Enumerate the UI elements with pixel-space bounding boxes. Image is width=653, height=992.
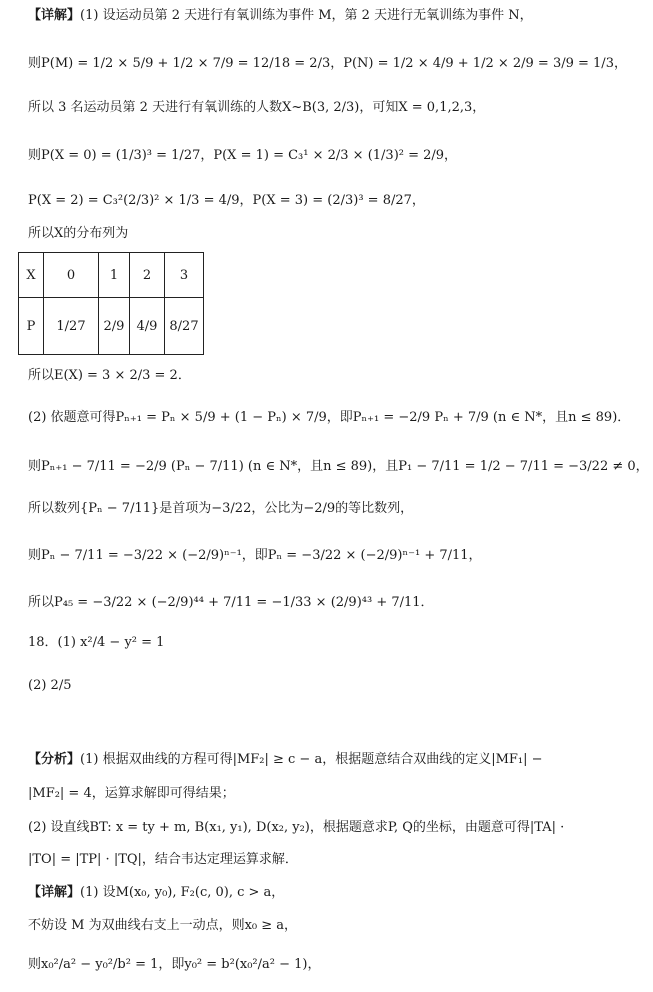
table-cell: 3 [165, 253, 204, 298]
text-line-18: |TO| = |TP| · |TQ|，结合韦达定理运算求解． [28, 852, 298, 867]
section-tag-analysis: 【分析】 [28, 752, 81, 767]
text-line-10: 所以数列{Pₙ − 7/11}是首项为−3/22，公比为−2/9的等比数列， [28, 501, 414, 516]
text-line-6: 所以X的分布列为 [28, 226, 129, 241]
distribution-table [18, 252, 204, 355]
text-line-21: 则x₀²/a² − y₀²/b² = 1，即y₀² = b²(x₀²/a² − 1)， [28, 957, 321, 972]
text-line-16: |MF₂| = 4，运算求解即可得结果； [28, 786, 235, 801]
text-line-2: 则P(M) = 1/2 × 5/9 + 1/2 × 7/9 = 12/18 = 2/3，P(N) = 1/2 × 4/9 + 1/2 × 2/9 = 3/9 = 1/3， [28, 56, 627, 71]
text-line-1: 【详解】(1) 设运动员第 2 天进行有氧训练为事件 M，第 2 天进行无氧训练为事件 N， [28, 8, 533, 23]
table-row [19, 298, 204, 355]
text-line-4: 则P(X = 0) = (1/3)³ = 1/27，P(X = 1) = C₃¹ × 2/3 × (1/3)² = 2/9， [28, 148, 458, 163]
text-line-5: P(X = 2) = C₃²(2/3)² × 1/3 = 4/9，P(X = 3) = (2/3)³ = 8/27， [28, 193, 425, 208]
table-cell: 0 [44, 253, 99, 298]
table-cell: 1 [99, 253, 130, 298]
text-line-8: (2) 依题意可得Pₙ₊₁ = Pₙ × 5/9 + (1 − Pₙ) × 7/9，即Pₙ₊₁ = −2/9 Pₙ + 7/9 (n ∈ N*，且n ≤ 89)． [28, 410, 631, 425]
text-line-11: 则Pₙ − 7/11 = −3/22 × (−2/9)ⁿ⁻¹，即Pₙ = −3/22 × (−2/9)ⁿ⁻¹ + 7/11， [28, 548, 482, 563]
text-line-17: (2) 设直线BT: x = ty + m, B(x₁, y₁), D(x₂, y₂)，根据题意求P, Q的坐标，由题意可得|TA| · [28, 820, 565, 835]
text-line-3: 所以 3 名运动员第 2 天进行有氧训练的人数X~B(3, 2/3)，可知X = 0,1,2,3， [28, 100, 486, 115]
table-cell: X [19, 253, 44, 298]
table-cell: P [19, 298, 44, 355]
text-line-14: (2) 2/5 [28, 678, 72, 693]
text-line-13: 18．(1) x²/4 − y² = 1 [28, 635, 165, 650]
table-row [19, 253, 204, 298]
text-line-20: 不妨设 M 为双曲线右支上一动点，则x₀ ≥ a， [28, 918, 298, 933]
section-tag-detail-2: 【详解】 [28, 885, 81, 900]
text-line-15: 【分析】(1) 根据双曲线的方程可得|MF₂| ≥ c − a，根据题意结合双曲线的定义|MF₁| − [28, 752, 543, 767]
table-cell: 4/9 [130, 298, 165, 355]
table-cell: 8/27 [165, 298, 204, 355]
text-line-7: 所以E(X) = 3 × 2/3 = 2． [28, 368, 191, 383]
text-line-12: 所以P₄₅ = −3/22 × (−2/9)⁴⁴ + 7/11 = −1/33 × (2/9)⁴³ + 7/11． [28, 595, 434, 610]
table-cell: 1/27 [44, 298, 99, 355]
text-line-9: 则Pₙ₊₁ − 7/11 = −2/9 (Pₙ − 7/11) (n ∈ N*，且n ≤ 89)，且P₁ − 7/11 = 1/2 − 7/11 = −3/22 ≠ 0， [28, 459, 649, 474]
text-line-19: 【详解】(1) 设M(x₀, y₀), F₂(c, 0), c > a， [28, 885, 285, 900]
table-cell: 2 [130, 253, 165, 298]
section-tag-detail: 【详解】 [28, 8, 81, 23]
table-cell: 2/9 [99, 298, 130, 355]
